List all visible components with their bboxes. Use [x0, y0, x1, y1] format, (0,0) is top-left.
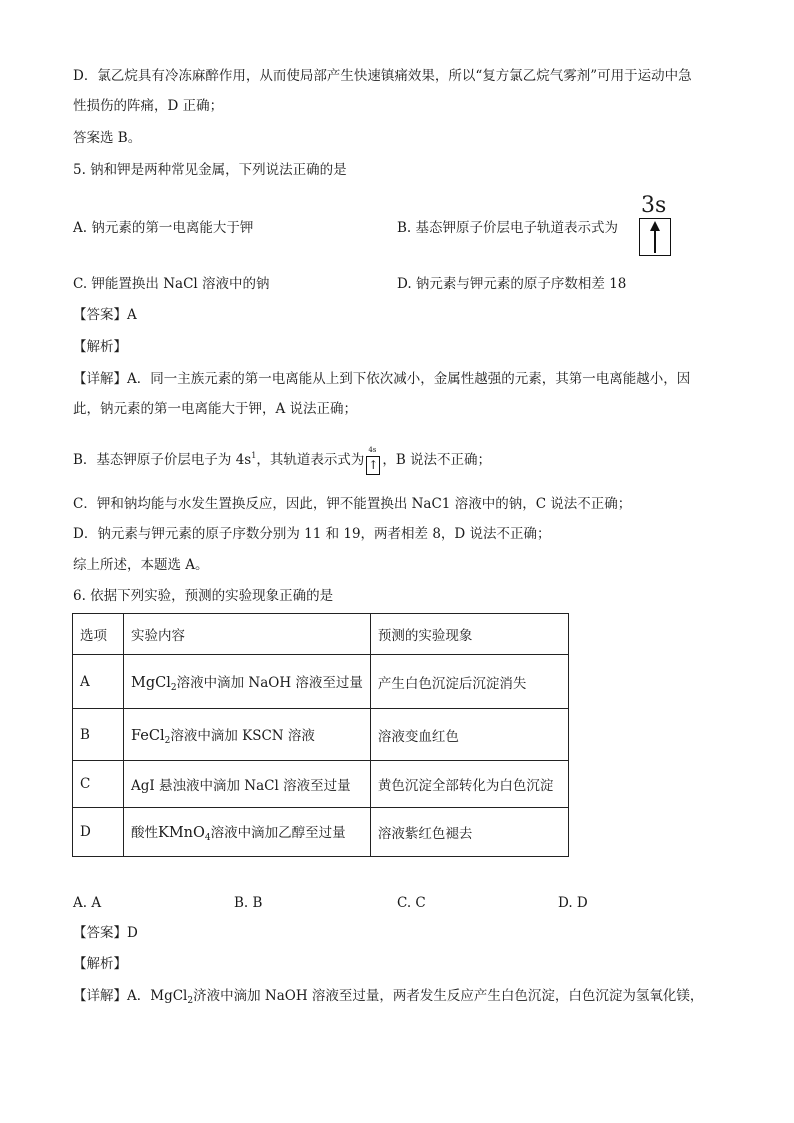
orbital-box: [639, 218, 671, 256]
q5-detail-b-mid: ，其轨道表示式为: [256, 452, 365, 468]
experiment-table: [72, 613, 569, 857]
table-cell-phenomenon: 黄色沉淀全部转化为白色沉淀: [370, 761, 568, 808]
q5-option-d: D. 钠元素与钾元素的原子序数相差 18: [397, 276, 627, 292]
orbital-diagram-3s: [637, 194, 697, 258]
content-text: 溶液中滴加 KSCN 溶液: [170, 727, 315, 744]
table-row: [73, 709, 569, 761]
table-header-phenomenon: 预测的实验现象: [370, 614, 568, 655]
q5-detail-b-post: ，B 说法不正确；: [382, 452, 492, 468]
reagent-formula: FeCl: [131, 727, 165, 744]
q5-detail-b: [73, 446, 491, 474]
reagent-formula: KMnO: [158, 825, 205, 841]
table-header-row: [73, 614, 569, 655]
q5-option-c: C. 钾能置换出 NaCl 溶液中的钠: [73, 276, 270, 292]
up-arrow-icon: [640, 219, 670, 255]
d-text-line-1: D．氯乙烷具有冷冻麻醉作用，从而使局部产生快速镇痛效果，所以“复方氯乙烷气雾剂”可用于运动中急: [73, 68, 692, 84]
reagent-subscript: 4: [204, 833, 211, 843]
reagent-formula: MgCl: [131, 674, 171, 691]
question-5-stem: 5. 钠和钾是两种常见金属，下列说法正确的是: [73, 162, 347, 178]
q5-option-b: B. 基态钾原子价层电子轨道表示式为: [397, 220, 619, 236]
q5-analysis-heading: 【解析】: [73, 339, 127, 355]
table-cell-content: [124, 808, 371, 857]
content-text: 溶液中滴加乙醇至过量: [210, 825, 346, 841]
table-header-option: 选项: [73, 614, 124, 655]
q5-answer: 【答案】A: [73, 307, 137, 323]
table-cell-content: AgI 悬浊液中滴加 NaCl 溶液至过量: [124, 761, 371, 808]
table-cell-option: D: [73, 808, 124, 857]
q6-option-d: D. D: [558, 895, 588, 911]
q5-detail-d: D．钠元素与钾元素的原子序数分别为 11 和 19，两者相差 8，D 说法不正确；: [73, 526, 551, 542]
orbital-small-label: 4s: [368, 446, 377, 454]
q6-analysis-heading: 【解析】: [73, 956, 127, 972]
q5-detail-a-1: 【详解】A．同一主族元素的第一电离能从上到下依次减小，金属性越强的元素，其第一电离能越小，因: [73, 371, 691, 387]
reagent-subscript: 2: [170, 682, 177, 693]
table-header-content: 实验内容: [124, 614, 371, 655]
table-cell-content: [124, 709, 371, 761]
q6-detail-post: 济液中滴加 NaOH 溶液至过量，两者发生反应产生白色沉淀，白色沉淀为氢氧化镁，: [193, 988, 704, 1004]
d-text-line-2: 性损伤的阵痛，D 正确；: [73, 98, 224, 114]
reagent-subscript: 2: [164, 735, 171, 746]
q6-detail-pre: 【详解】A．MgCl: [73, 988, 188, 1004]
reagent-prefix: 酸性: [131, 825, 158, 841]
content-text: 溶液中滴加 NaOH 溶液至过量: [176, 674, 363, 691]
table-cell-option: B: [73, 709, 124, 761]
table-row: [73, 761, 569, 808]
q6-option-c: C. C: [397, 895, 426, 911]
orbital-label: 3s: [641, 193, 667, 218]
table-cell-option: A: [73, 655, 124, 709]
q6-detail-a: [73, 986, 703, 1011]
table-cell-content: [124, 655, 371, 709]
table-cell-phenomenon: 溶液紫红色褪去: [370, 808, 568, 857]
q6-option-b: B. B: [234, 895, 263, 911]
answer-b-line: 答案选 B。: [73, 130, 142, 146]
q6-answer: 【答案】D: [73, 925, 138, 941]
table-row: [73, 808, 569, 857]
q5-detail-b-sup: 1: [251, 451, 257, 460]
up-arrow-icon: ↑: [366, 456, 380, 475]
question-6-stem: 6. 依据下列实验，预测的实验现象正确的是: [73, 588, 334, 604]
q5-detail-a-2: 此，钠元素的第一电离能大于钾，A 说法正确；: [73, 401, 358, 417]
q6-option-a: A. A: [73, 895, 102, 911]
q5-option-a: A. 钠元素的第一电离能大于钾: [73, 220, 254, 236]
q5-summary: 综上所述，本题选 A。: [73, 557, 209, 573]
q5-detail-b-pre: B．基态钾原子价层电子为 4s: [73, 452, 252, 468]
q5-detail-c: C．钾和钠均能与水发生置换反应，因此，钾不能置换出 NaC1 溶液中的钠，C 说法不正确；: [73, 496, 632, 512]
table-row: [73, 655, 569, 709]
table-cell-option: C: [73, 761, 124, 808]
table-cell-phenomenon: 产生白色沉淀后沉淀消失: [370, 655, 568, 709]
orbital-diagram-4s: [366, 446, 380, 474]
table-cell-phenomenon: 溶液变血红色: [370, 709, 568, 761]
q6-detail-sub: 2: [187, 996, 194, 1006]
